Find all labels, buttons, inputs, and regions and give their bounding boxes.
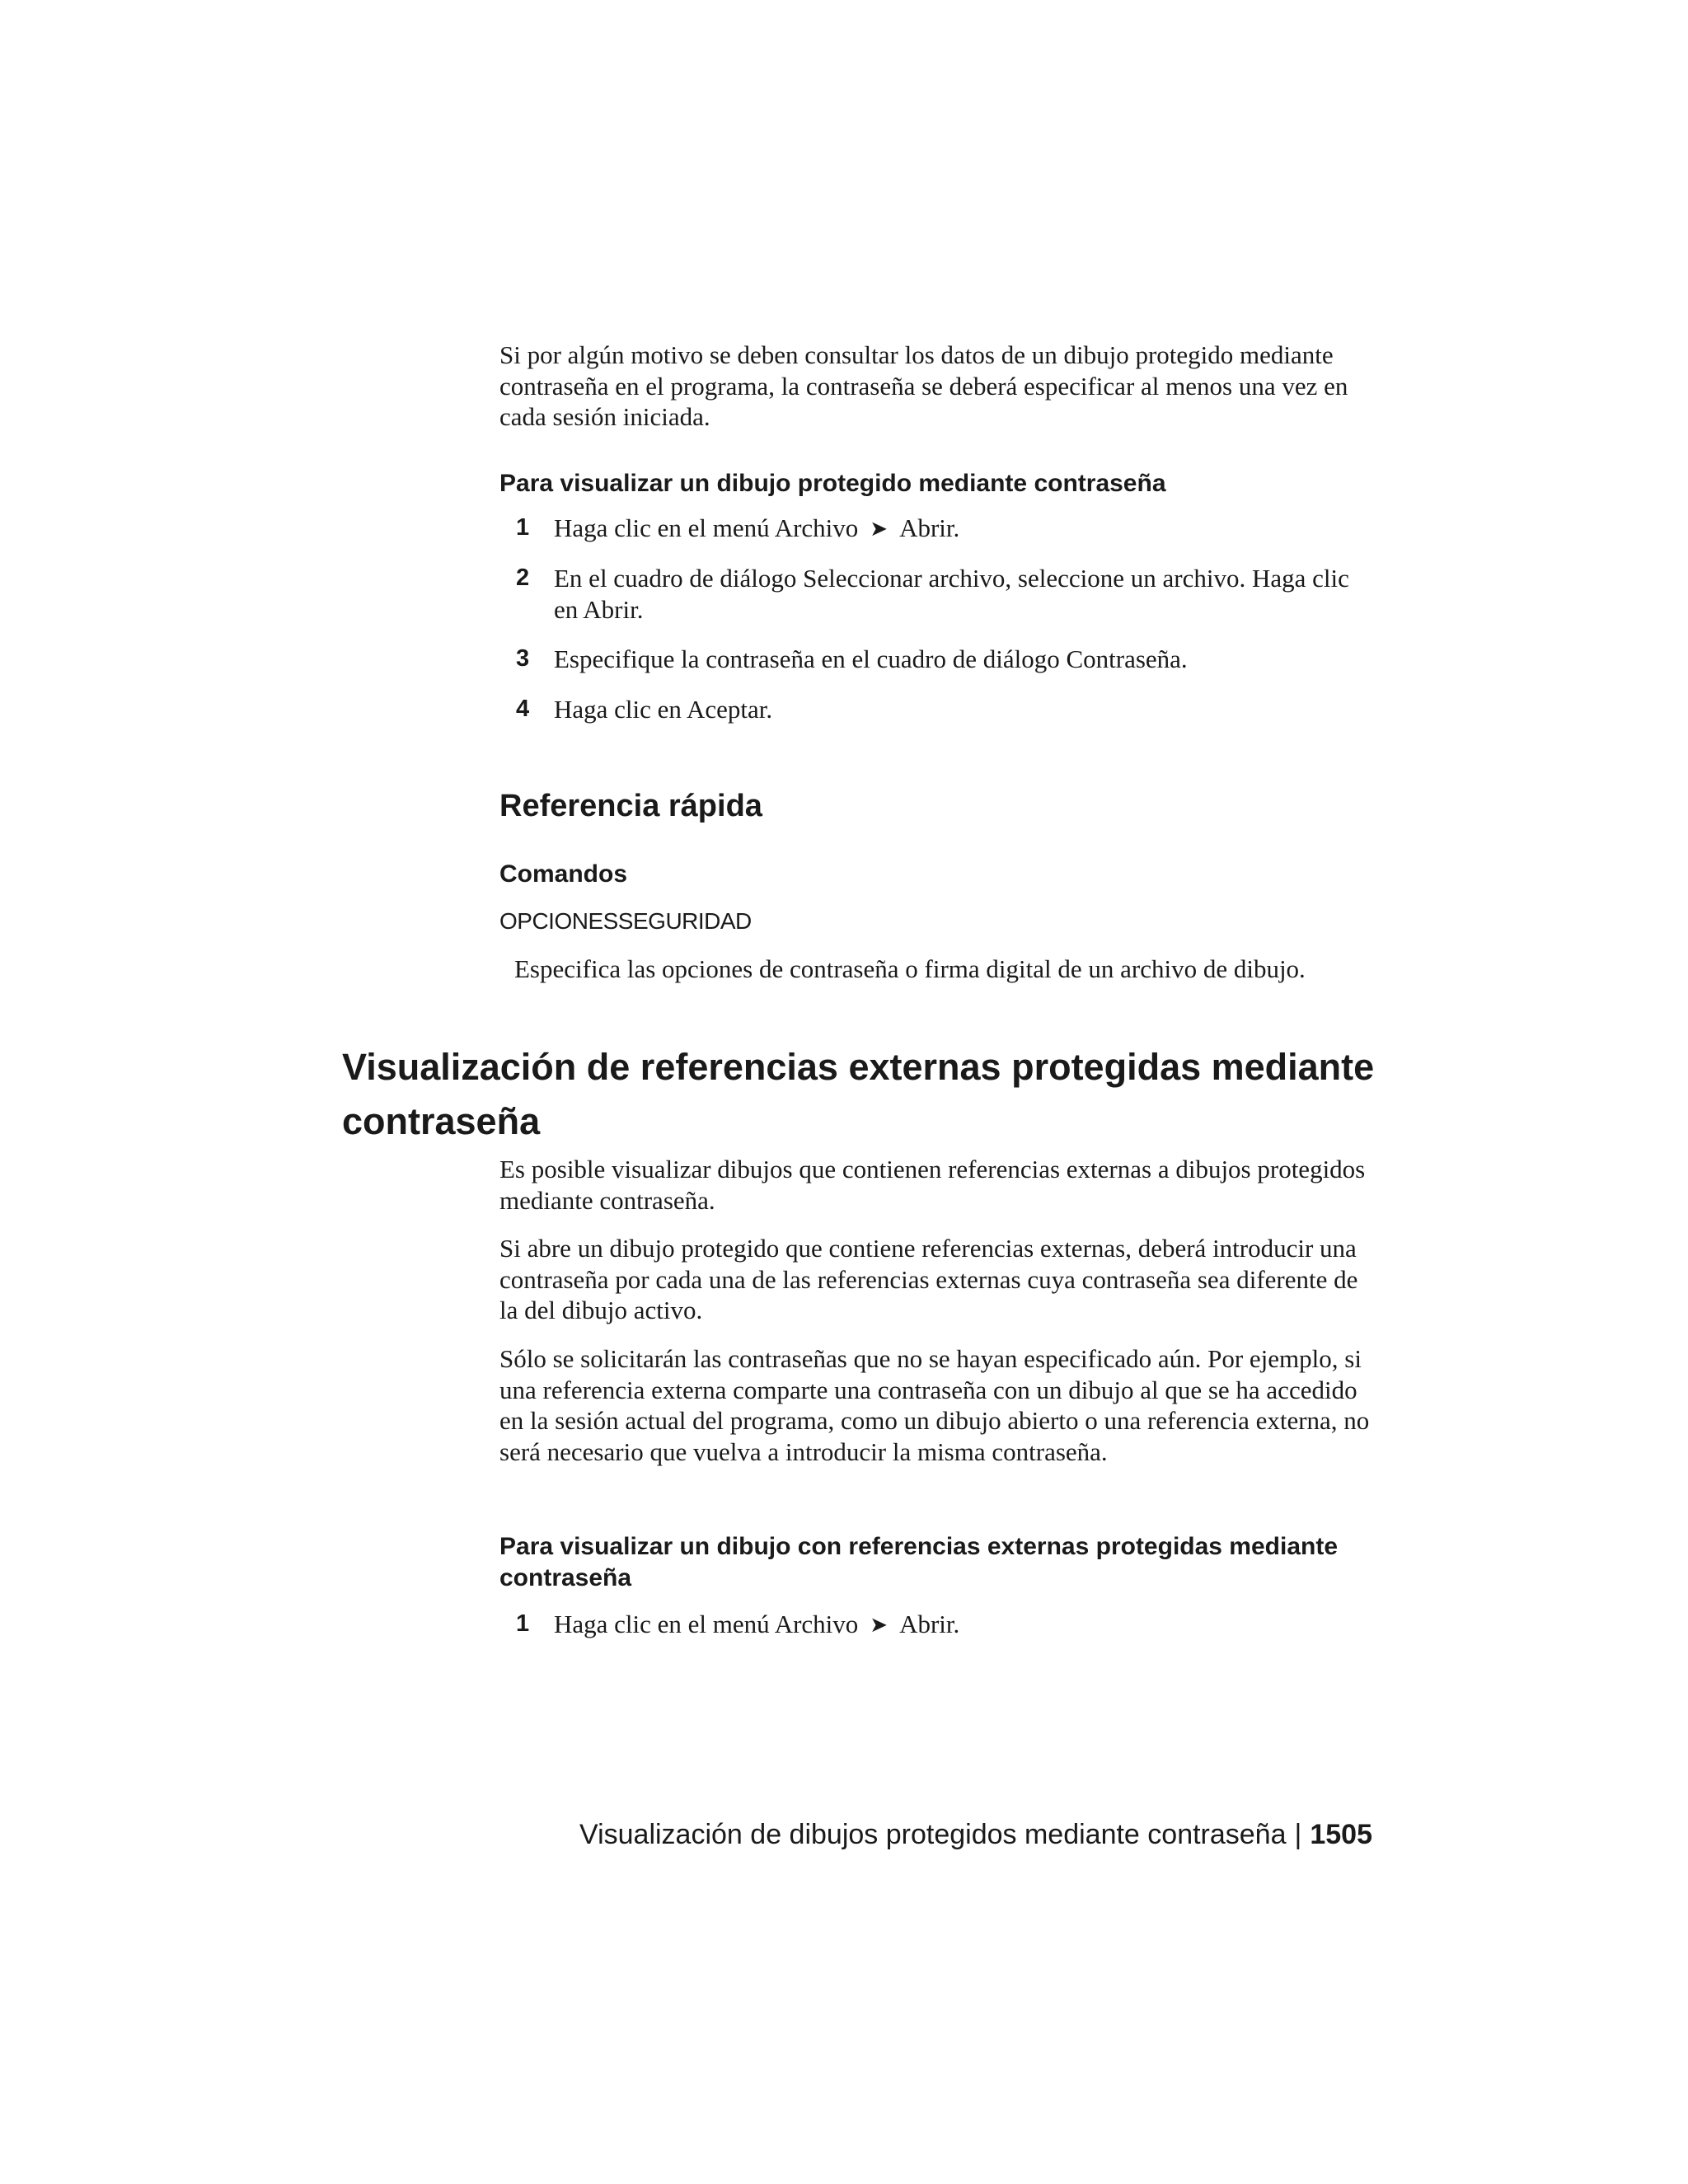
- page-footer: [579, 1816, 1372, 1853]
- body-paragraph: Es posible visualizar dibujos que contienen referencias externas a dibujos protegidos mediante contraseña.: [499, 1155, 1366, 1215]
- menu-arrow-icon: ➤: [870, 1613, 889, 1637]
- procedure-step: [499, 644, 1373, 675]
- section-heading-quick-reference: Referencia rápida: [499, 789, 762, 823]
- step-text: Haga clic en Aceptar.: [554, 695, 773, 724]
- page-number: 1505: [1310, 1819, 1372, 1850]
- step-text: Especifique la contraseña en el cuadro de diálogo Contraseña.: [554, 644, 1188, 673]
- procedure-heading: Para visualizar un dibujo con referencias externas protegidas mediante contraseña: [499, 1533, 1339, 1591]
- footer-separator: |: [1294, 1819, 1302, 1850]
- commands-heading: Comandos: [499, 860, 628, 888]
- footer-title: Visualización de dibujos protegidos mediante contraseña: [579, 1819, 1287, 1850]
- step-text: En el cuadro de diálogo Seleccionar archivo, seleccione un archivo. Haga clic en Abrir.: [554, 564, 1349, 624]
- step-text: Haga clic en el menú Archivo: [554, 513, 859, 542]
- step-number: 2: [516, 565, 530, 591]
- body-paragraph: Si abre un dibujo protegido que contiene referencias externas, deberá introducir una contraseña por cada una de las referencias externas cuya contraseña sea diferente de la del dibujo activo.: [499, 1234, 1358, 1324]
- page-title: Visualización de referencias externas protegidas mediante contraseña: [342, 1046, 1375, 1142]
- body-paragraph: Sólo se solicitarán las contraseñas que no se hayan especificado aún. Por ejemplo, si una referencia externa comparte una contraseña con un dibujo al que se ha accedido en la sesión actual del programa, como un dibujo abierto o una referencia externa, no será necesario que vuelva a introducir la misma contraseña.: [499, 1344, 1370, 1466]
- procedure-heading: Para visualizar un dibujo protegido mediante contraseña: [499, 470, 1166, 497]
- procedure-step: [499, 1609, 1373, 1641]
- menu-arrow-icon: ➤: [870, 517, 889, 541]
- step-number: 3: [516, 645, 530, 672]
- step-text: Haga clic en el menú Archivo: [554, 1610, 859, 1638]
- step-number: 1: [516, 1610, 530, 1637]
- intro-paragraph: Si por algún motivo se deben consultar los datos de un dibujo protegido mediante contraseña en el programa, la contraseña se deberá especificar al menos una vez en cada sesión iniciada.: [499, 340, 1348, 431]
- command-name: OPCIONESSEGURIDAD: [499, 908, 752, 934]
- command-description: Especifica las opciones de contraseña o firma digital de un archivo de dibujo.: [514, 954, 1306, 983]
- step-number: 1: [516, 514, 530, 541]
- step-number: 4: [516, 696, 530, 722]
- step-text: Abrir.: [899, 1610, 960, 1638]
- step-text: Abrir.: [899, 513, 960, 542]
- procedure-step: [499, 513, 1373, 545]
- procedure-step: [499, 563, 1373, 625]
- procedure-step: [499, 694, 1373, 725]
